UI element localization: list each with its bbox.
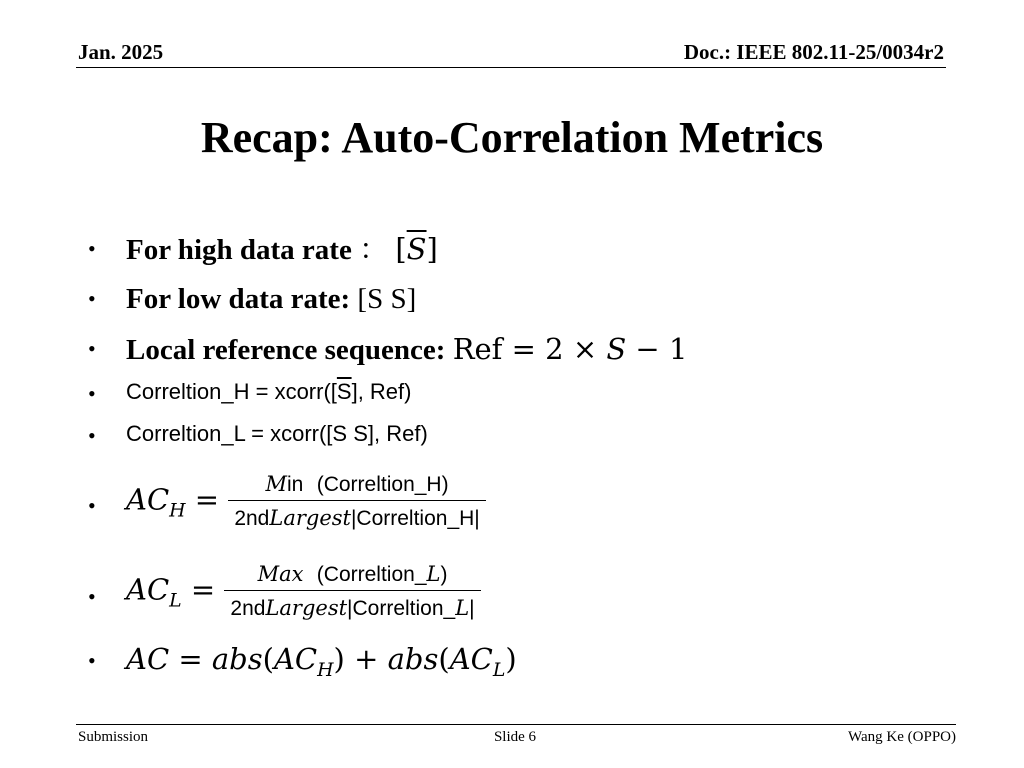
header-doc-id: Doc.: IEEE 802.11-25/0034r2 [683,40,944,64]
bullet-icon: • [88,236,96,261]
separator: ： [359,234,389,266]
bullet-value: [S S] [357,283,417,315]
bullet-label: For low data rate: [126,283,351,315]
bullet-icon: • [88,381,96,406]
formula-ac: AC = $abs(AC_H) + abs(AC_L)$ [126,642,517,681]
header-divider [76,67,946,68]
footer-slide-number: Slide 6 [493,729,537,745]
bullet-icon: • [88,584,96,609]
bullet-label: Local reference sequence: [126,334,446,366]
fraction: $\frac{\text{Max (Correltion\_L)}}{\text{2ndLargest|Correltion\_L|}}$ [224,561,480,622]
fraction: $\frac{\text{Min (Correltion\_H)}}{\text{2ndLargest|Correltion\_H|}}$ [228,471,485,532]
bullet-icon: • [88,493,96,518]
formula-ac-l: $AC_L$ = $\frac{\text{Max (Correltion\_L)}}{\text{2ndLargest|Correltion\_L|}}$ [126,561,481,622]
bullet-low-data-rate [126,281,416,317]
header-date: Jan. 2025 [78,40,164,64]
math-expression: Ref = 2 × S − 1 [452,332,688,366]
bullet-icon: • [88,648,96,673]
bullet-local-reference [126,331,687,368]
slide-title: Recap: Auto-Correlation Metrics [200,113,824,162]
bullet-icon: • [88,286,96,311]
math-expression: $[\overline{S}]$ [395,232,438,266]
bullet-icon: • [88,336,96,361]
footer-author: Wang Ke (OPPO) [848,729,956,745]
formula-ac-h: $AC_H$ = $\frac{\text{Min (Correltion\_H)}}{\text{2ndLargest|Correltion\_H|}}$ [126,471,486,532]
bullet-high-data-rate [126,231,438,268]
bullet-correlation-l: Correltion_L = xcorr([S S], Ref) [126,421,428,446]
footer-divider [76,724,956,725]
bullet-correlation-h: Correltion_H = $xcorr([\overline{S}]$, Ref) [126,379,412,404]
bullet-label: For high data rate [126,234,352,266]
footer-submission: Submission [78,729,149,745]
bullet-icon: • [88,423,96,448]
